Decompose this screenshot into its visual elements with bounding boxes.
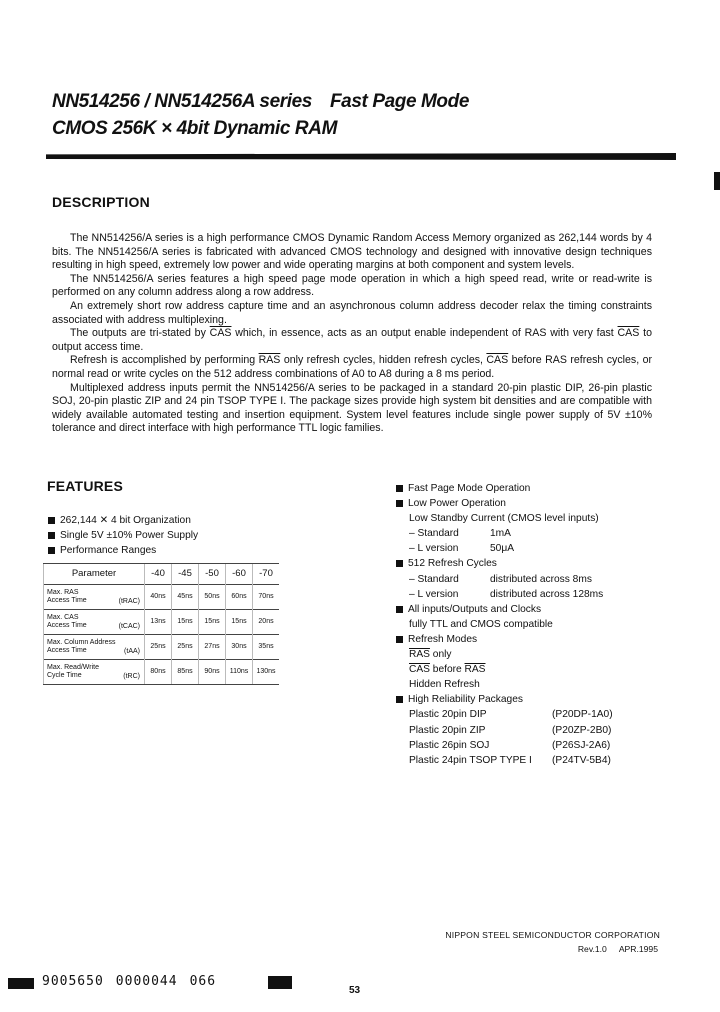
table-cell: 30ns [226, 635, 253, 660]
parameter-name: Cycle Time [47, 672, 82, 679]
barcode-number [42, 974, 216, 989]
feature-label: – L version [409, 588, 459, 600]
title-times-sign: × [161, 118, 172, 139]
parameter-cell [44, 635, 145, 660]
feature-text: Low Power Operation [408, 498, 506, 510]
feature-value: 1mA [490, 528, 511, 540]
bullet-icon [396, 560, 403, 567]
parameter-symbol: (tAA) [124, 647, 140, 655]
package-code: (P26SJ-2A6) [552, 739, 611, 751]
feature-text: Single 5V ±10% Power Supply [60, 530, 199, 541]
parameter-cell [44, 660, 145, 685]
table-cell: 15ns [172, 610, 199, 635]
package-item [396, 738, 611, 753]
feature-text: 512 Refresh Cycles [408, 558, 497, 570]
package-code: (P20DP-1A0) [552, 709, 613, 721]
column-header: -40 [145, 564, 172, 585]
table-cell: 50ns [199, 585, 226, 610]
package-item [396, 753, 611, 768]
table-cell: 45ns [172, 585, 199, 610]
table-header-row [44, 564, 280, 585]
part-number-title: NN514256 / NN514256A series [52, 91, 312, 112]
performance-table [43, 563, 279, 685]
feature-text: All inputs/Outputs and Clocks [408, 603, 542, 615]
bullet-icon [396, 500, 403, 507]
description-paragraph: Multiplexed address inputs permit the NN514256/A series to be packaged in a standard 20-pin plastic DIP, 26-pin plastic SOJ, 20-pin plastic ZIP and 24 pin TSOP TYPE I. The package sizes provide high system bit densities and are compatible with widely available automated testing and insertion equipment. System level features include single power supply of 5V ±10% tolerance and direct interface with high performance TTL logic families. [52, 381, 652, 435]
description-paragraph: The NN514256/A series is a high performance CMOS Dynamic Random Access Memory organized as 262,144 words by 4 bits. The NN514256/A series is fabricated with advanced CMOS technology and designed with innovative design techniques resulting in high speed, extremely low power and wide operating margins at both component and system levels. [52, 232, 652, 272]
parameter-name: Max. CAS [47, 613, 79, 621]
edge-tab-mark [714, 172, 720, 190]
table-cell: 70ns [253, 585, 280, 610]
column-header: -50 [199, 564, 226, 585]
package-code: (P20ZP-2B0) [552, 724, 612, 736]
page-number: 53 [349, 985, 361, 996]
feature-text: Hidden Refresh [409, 679, 480, 691]
ras-signal: $\overline{RAS}$ [409, 649, 430, 661]
revision-line [578, 944, 658, 954]
table-row [44, 635, 280, 660]
table-cell: 40ns [145, 585, 172, 610]
table-cell: 25ns [172, 635, 199, 660]
list-item [396, 602, 599, 617]
bullet-icon [396, 485, 403, 492]
text-run: The outputs are tri-stated by [70, 327, 206, 340]
parameter-cell [44, 610, 145, 635]
table-cell: 13ns [145, 610, 172, 635]
parameter-symbol: (tRC) [123, 672, 140, 680]
cas-signal: $\overline{CAS}$ [209, 327, 232, 340]
sub-item [396, 511, 599, 526]
column-header: -45 [172, 564, 199, 585]
feature-value: distributed across 8ms [490, 573, 592, 585]
title-cmos: CMOS 256K [52, 118, 157, 139]
text-run: before RAS refresh cycles, or normal read or write cycles on the 512 address combinations of A0 to A8 during a 8 ms period. [52, 354, 652, 380]
text-run: Refresh is accomplished by performing [70, 354, 256, 367]
mode-title: Fast Page Mode [329, 91, 470, 112]
bullet-icon [396, 636, 403, 643]
sub-item [396, 587, 604, 602]
sub-item [396, 677, 599, 692]
parameter-cell [44, 585, 145, 610]
package-name: Plastic 24pin TSOP TYPE I [409, 754, 532, 766]
parameter-name: Access Time [47, 622, 87, 629]
feature-text: 262,144 ✕ 4 bit Organization [60, 515, 191, 526]
table-cell: 130ns [253, 660, 280, 685]
list-item [48, 513, 198, 528]
revision-date: APR.1995 [618, 944, 658, 954]
list-item [396, 496, 599, 511]
description-paragraph: An extremely short row address capture time and an asynchronous column address decoder relax the timing constraints associated with address multiplexing. [52, 299, 652, 326]
bullet-icon [396, 696, 403, 703]
column-header: Parameter [44, 564, 145, 585]
column-header: -60 [226, 564, 253, 585]
parameter-name: Max. Column Address [47, 638, 116, 646]
features-left-list [48, 513, 198, 558]
cas-signal: $\overline{CAS}$ [486, 354, 509, 367]
barcode-block-right [268, 976, 292, 989]
feature-label: – L version [409, 543, 459, 555]
package-item [396, 723, 612, 738]
list-item [396, 556, 599, 571]
feature-label: – Standard [409, 573, 459, 585]
feature-value: distributed across 128ms [490, 588, 604, 600]
table-cell: 80ns [145, 660, 172, 685]
feature-text: Refresh Modes [408, 633, 478, 645]
sub-item [396, 572, 599, 587]
parameter-symbol: (tCAC) [118, 622, 140, 630]
table-cell: 15ns [226, 610, 253, 635]
package-name: Plastic 20pin ZIP [409, 724, 486, 736]
list-item [48, 528, 198, 543]
corporation-name: NIPPON STEEL SEMICONDUCTOR CORPORATION [445, 930, 660, 940]
table-cell: 110ns [226, 660, 253, 685]
ras-signal: $\overline{RAS}$ [464, 664, 486, 676]
table-cell: 90ns [199, 660, 226, 685]
sub-item [396, 662, 599, 677]
text-run: only refresh cycles, hidden refresh cycles, [283, 354, 483, 367]
package-name: Plastic 26pin SOJ [409, 739, 490, 751]
description-paragraph [52, 354, 652, 381]
table-cell: 60ns [226, 585, 253, 610]
parameter-name: Max. RAS [47, 588, 79, 596]
sub-item [396, 617, 599, 632]
feature-text: only [432, 649, 452, 661]
features-right-list [396, 481, 613, 768]
parameter-name: Access Time [47, 597, 87, 604]
table-cell: 25ns [145, 635, 172, 660]
bullet-icon [48, 517, 55, 524]
feature-value: 50μA [490, 543, 514, 555]
package-name: Plastic 20pin DIP [409, 709, 487, 721]
column-header: -70 [253, 564, 280, 585]
ras-signal: $\overline{RAS}$ [258, 354, 281, 367]
feature-text: fully TTL and CMOS compatible [409, 618, 553, 630]
bullet-icon [48, 532, 55, 539]
sub-item [396, 647, 599, 662]
description-body [52, 232, 652, 436]
description-paragraph: The NN514256/A series features a high speed page mode operation in which a high speed read, write or read-write is performed on any column address along a row address. [52, 272, 652, 299]
feature-text: Low Standby Current (CMOS level inputs) [409, 513, 599, 525]
text-run: to output access time. [52, 327, 652, 353]
barcode-group: 066 [189, 974, 217, 989]
table-cell: 27ns [199, 635, 226, 660]
barcode-group: 9005650 [42, 974, 104, 989]
table-row [44, 610, 280, 635]
table-row [44, 660, 280, 685]
table-cell: 35ns [253, 635, 280, 660]
sub-item [396, 526, 599, 541]
cas-signal: $\overline{CAS}$ [617, 327, 640, 340]
title-dram: 4bit Dynamic RAM [176, 118, 338, 139]
bullet-icon [48, 547, 55, 554]
feature-text: Fast Page Mode Operation [408, 483, 531, 494]
parameter-name: Access Time [47, 647, 87, 654]
table-row [44, 585, 280, 610]
package-code: (P24TV-5B4) [552, 754, 611, 766]
feature-text: Performance Ranges [60, 545, 157, 556]
barcode-block-left [8, 978, 34, 989]
cas-signal: $\overline{CAS}$ [409, 664, 430, 676]
table-cell: 85ns [172, 660, 199, 685]
list-item [396, 481, 599, 496]
title-rule [46, 153, 676, 160]
features-heading: FEATURES [47, 478, 124, 494]
table-cell: 20ns [253, 610, 280, 635]
list-item [396, 632, 599, 647]
feature-text: High Reliability Packages [408, 694, 523, 706]
text-run: which, in essence, acts as an output enable independent of RAS with very fast [235, 327, 614, 340]
description-heading: DESCRIPTION [52, 194, 150, 210]
feature-text: before [432, 664, 462, 676]
document-title-line-1 [52, 91, 469, 113]
list-item [396, 692, 599, 707]
package-item [396, 707, 613, 722]
feature-label: – Standard [409, 528, 459, 540]
barcode-group: 0000044 [115, 974, 178, 989]
list-item [48, 543, 198, 558]
bullet-icon [396, 606, 403, 613]
description-paragraph [52, 327, 652, 354]
sub-item [396, 541, 599, 556]
parameter-name: Max. Read/Write [47, 663, 99, 671]
revision: Rev.1.0 [577, 944, 607, 954]
parameter-symbol: (tRAC) [118, 597, 140, 605]
document-title-line-2 [52, 118, 337, 140]
table-cell: 15ns [199, 610, 226, 635]
